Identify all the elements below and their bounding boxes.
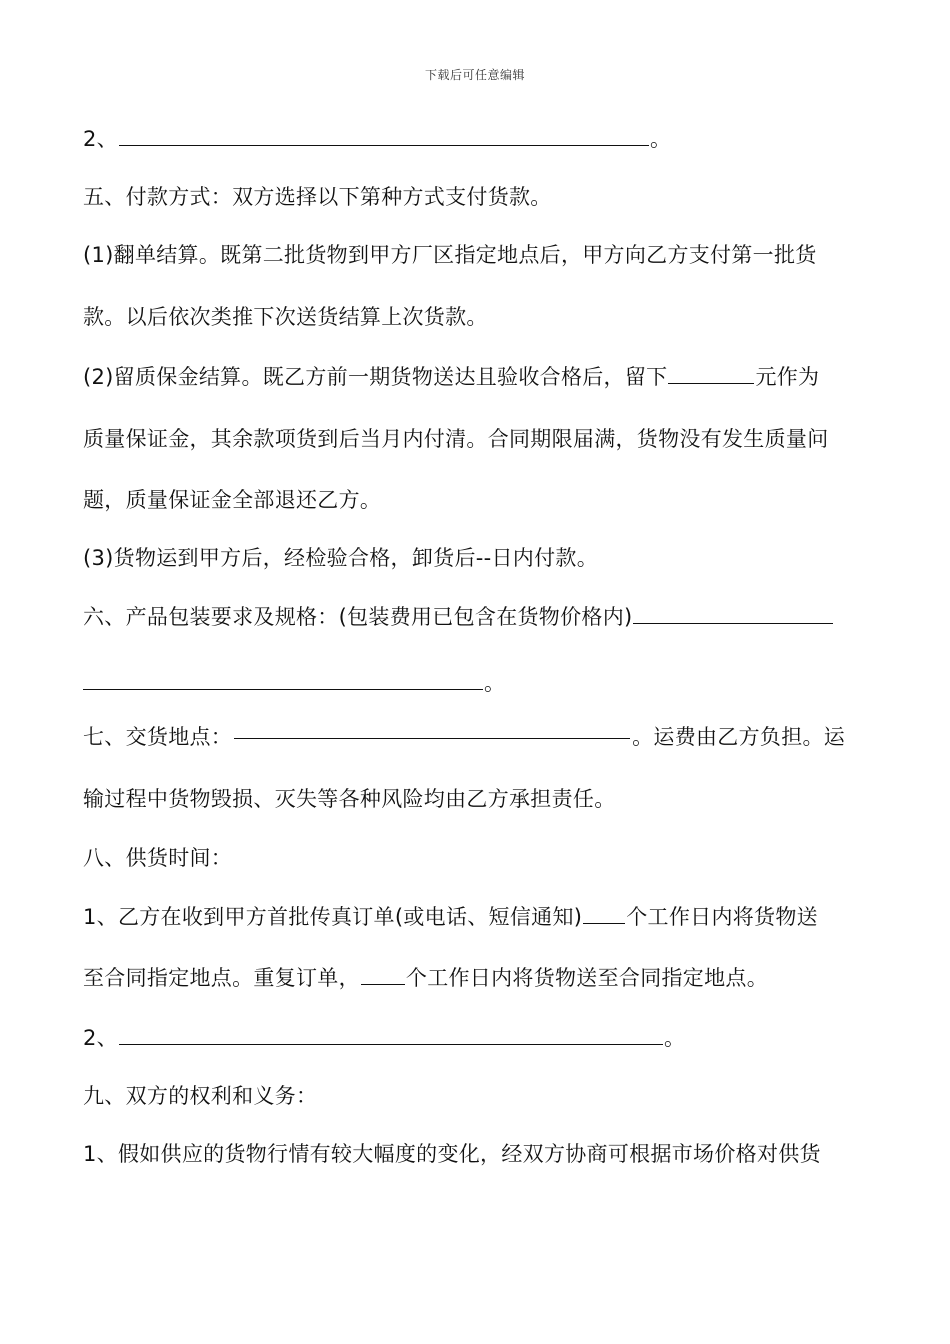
clause-line: 输过程中货物毁损、灭失等各种风险均由乙方承担责任。: [83, 787, 616, 811]
clause-text: 至合同指定地点。重复订单，: [83, 966, 360, 990]
clause-line: [83, 363, 819, 391]
fill-blank: [83, 669, 483, 690]
item-number: 2、: [83, 127, 118, 151]
period: 。: [663, 1026, 686, 1050]
clause-line: [83, 125, 671, 153]
section-heading-packaging: [83, 603, 834, 631]
clause-line: 题，质量保证金全部退还乙方。: [83, 488, 382, 512]
clause-line: 质量保证金，其余款项货到后当月内付清。合同期限届满，货物没有发生质量问: [83, 427, 829, 451]
clause-text: 元作为: [755, 365, 820, 389]
clause-text: 。运费由乙方负担。运: [632, 725, 846, 749]
clause-line: (1)翻单结算。既第二批货物到甲方厂区指定地点后，甲方向乙方支付第一批货: [83, 243, 817, 267]
section-heading-delivery-place: [83, 723, 845, 751]
clause-text: 七、交货地点：: [83, 725, 233, 749]
item-number: 2、: [83, 1026, 118, 1050]
clause-line: 款。以后依次类推下次送货结算上次货款。: [83, 305, 488, 329]
clause-text: 六、产品包装要求及规格：(包装费用已包含在货物价格内): [83, 605, 633, 629]
clause-line: 1、假如供应的货物行情有较大幅度的变化，经双方协商可根据市场价格对供货: [83, 1142, 821, 1166]
section-heading-supply-time: 八、供货时间：: [83, 846, 233, 870]
clause-line: [83, 903, 818, 931]
period: 。: [649, 127, 672, 151]
section-heading-payment: 五、付款方式：双方选择以下第种方式支付货款。: [83, 185, 552, 209]
fill-blank: [583, 903, 625, 924]
clause-line: [83, 1024, 685, 1052]
clause-line: [83, 669, 505, 697]
fill-blank: [119, 1024, 663, 1045]
fill-dash: [234, 738, 630, 739]
clause-text: 1、乙方在收到甲方首批传真订单(或电话、短信通知): [83, 905, 583, 929]
page-header-note: 下载后可任意编辑: [424, 68, 525, 82]
clause-text: (2)留质保金结算。既乙方前一期货物送达且验收合格后，留下: [83, 365, 668, 389]
clause-text: 个工作日内将货物送: [626, 905, 818, 929]
clause-text: 个工作日内将货物送至合同指定地点。: [405, 966, 769, 990]
fill-blank: [668, 363, 754, 384]
clause-line: [83, 964, 768, 992]
section-heading-rights-obligations: 九、双方的权利和义务：: [83, 1084, 318, 1108]
fill-blank: [633, 603, 833, 624]
fill-blank: [119, 125, 649, 146]
clause-line: (3)货物运到甲方后，经检验合格，卸货后--日内付款。: [83, 546, 598, 570]
period: 。: [484, 671, 506, 695]
fill-blank: [361, 964, 405, 985]
